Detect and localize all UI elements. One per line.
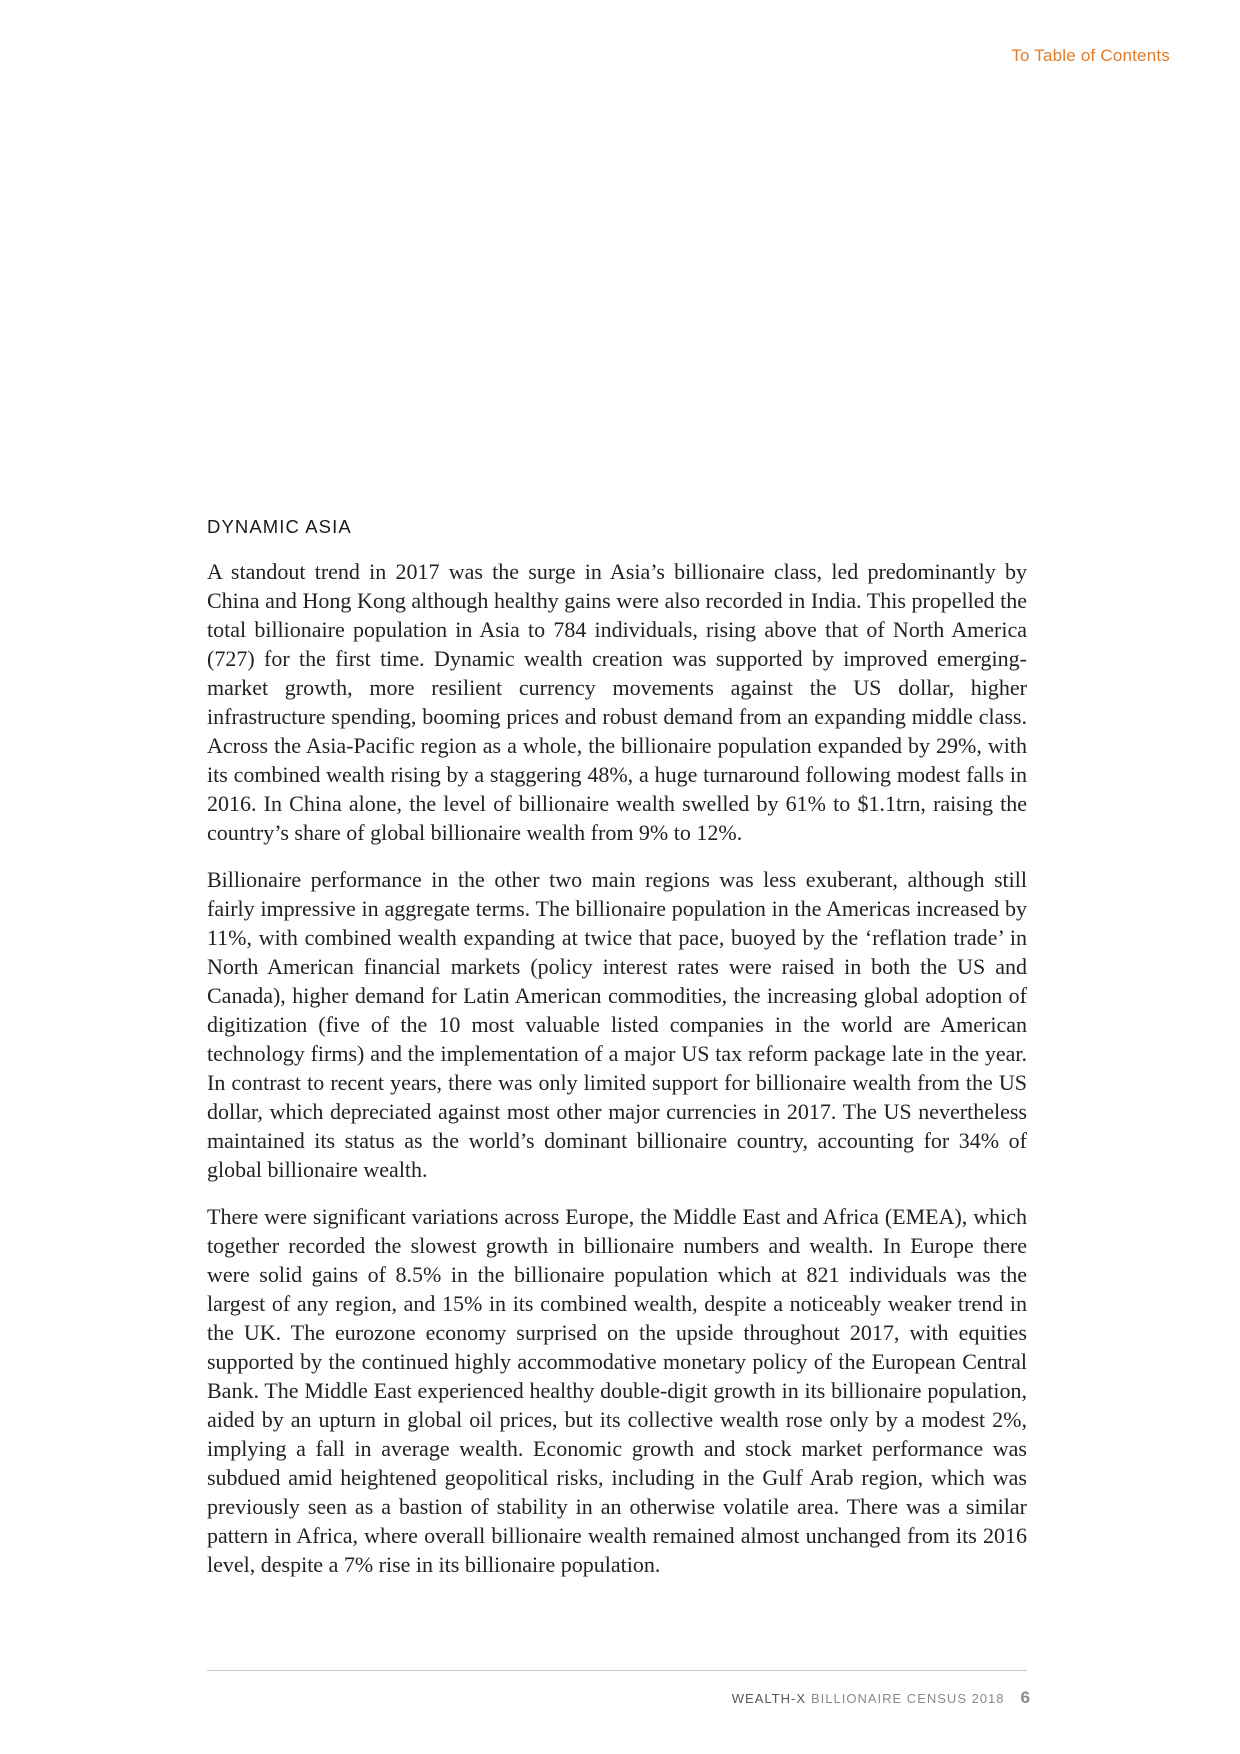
page-footer (732, 1688, 1030, 1708)
page-number: 6 (1020, 1688, 1030, 1707)
section-heading: DYNAMIC ASIA (207, 516, 352, 537)
body-paragraph-2: Billionaire performance in the other two main regions was less exuberant, although still fairly impressive in aggregate terms. The billionaire population in the Americas increased by 11%, with combined wealth expanding at twice that pace, buoyed by the ‘reflation trade’ in North American financial markets (policy interest rates were raised in both the US and Canada), higher demand for Latin American commodities, the increasing global adoption of digitization (five of the 10 most valuable listed companies in the world are American technology firms) and the implementation of a major US tax reform package late in the year. In contrast to recent years, there was only limited support for billionaire wealth from the US dollar, which depreciated against most other major currencies in 2017. The US nevertheless maintained its status as the world’s dominant billionaire country, accounting for 34% of global billionaire wealth. (207, 867, 1027, 1182)
footer-publication-title: BILLIONAIRE CENSUS 2018 (811, 1691, 1005, 1706)
table-of-contents-link[interactable]: To Table of Contents (1011, 46, 1170, 65)
article-content (207, 516, 1027, 1597)
body-paragraph-3: There were significant variations across Europe, the Middle East and Africa (EMEA), which together recorded the slowest growth in billionaire numbers and wealth. In Europe there were solid gains of 8.5% in the billionaire population which at 821 individuals was the largest of any region, and 15% in its combined wealth, despite a noticeably weaker trend in the UK. The eurozone economy surprised on the upside throughout 2017, with equities supported by the continued highly accommodative monetary policy of the European Central Bank. The Middle East experienced healthy double-digit growth in its billionaire population, aided by an upturn in global oil prices, but its collective wealth rose only by a modest 2%, implying a fall in average wealth. Economic growth and stock market performance was subdued amid heightened geopolitical risks, including in the Gulf Arab region, which was previously seen as a bastion of stability in an otherwise volatile area. There was a similar pattern in Africa, where overall billionaire wealth remained almost unchanged from its 2016 level, despite a 7% rise in its billionaire population. (207, 1204, 1027, 1577)
body-paragraph-1: A standout trend in 2017 was the surge in Asia’s billionaire class, led predominantly by China and Hong Kong although healthy gains were also recorded in India. This propelled the total billionaire population in Asia to 784 individuals, rising above that of North America (727) for the first time. Dynamic wealth creation was supported by improved emerging-market growth, more resilient currency movements against the US dollar, higher infrastructure spending, booming prices and robust demand from an expanding middle class. Across the Asia-Pacific region as a whole, the billionaire population expanded by 29%, with its combined wealth rising by a staggering 48%, a huge turnaround following modest falls in 2016. In China alone, the level of billionaire wealth swelled by 61% to $1.1trn, raising the country’s share of global billionaire wealth from 9% to 12%. (207, 559, 1027, 845)
footer-brand: WEALTH-X (731, 1691, 806, 1706)
footer-divider (207, 1670, 1027, 1671)
